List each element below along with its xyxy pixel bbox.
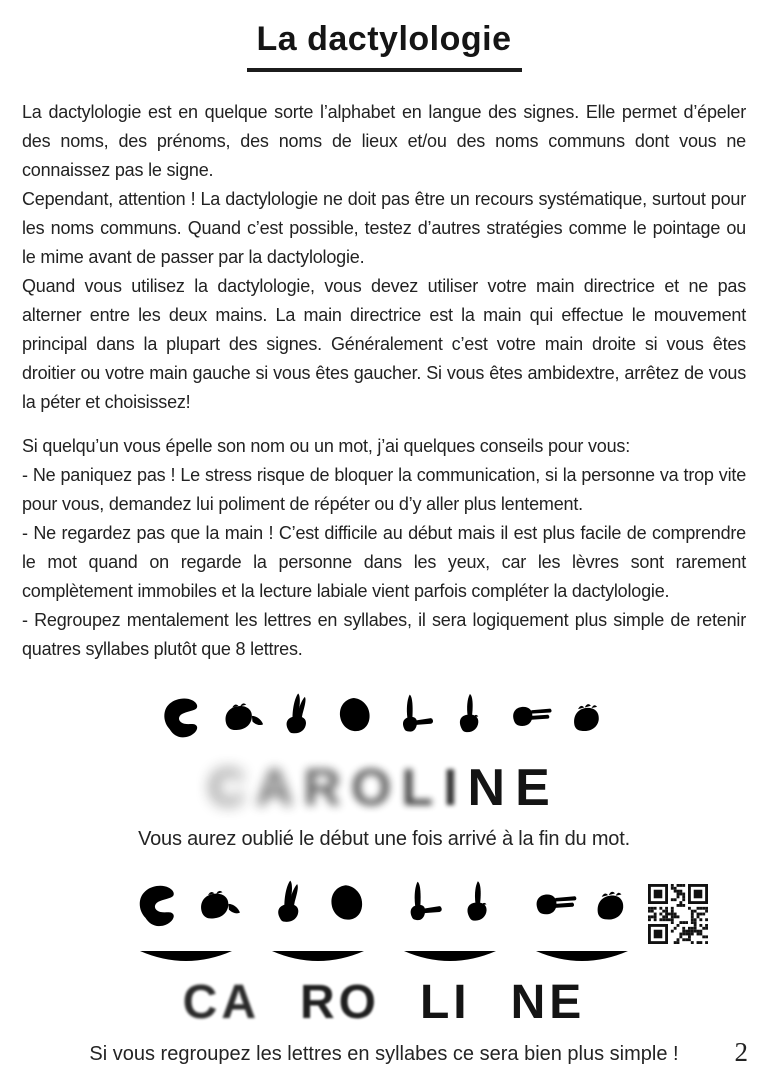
hand-sign-c-icon	[153, 674, 209, 760]
hand-sign-a-icon	[211, 674, 267, 760]
word-letter: R	[303, 759, 351, 817]
word-letter: A	[255, 759, 304, 817]
hand-sign-a-icon	[186, 865, 244, 945]
hand-sign-o-icon	[327, 674, 383, 760]
syllable-word-ca-ro-li-ne	[0, 976, 768, 1029]
body-paragraph: Si quelqu’un vous épelle son nom ou un mot, j’ai quelques conseils pour vous:	[22, 436, 630, 456]
word-letter: I	[443, 759, 468, 817]
fingerspelling-hand-row	[0, 674, 768, 760]
syllable-label: RO	[299, 976, 380, 1029]
body-paragraph: Cependant, attention ! La dactylologie ne doit pas être un recours systématique, surtout pour les noms communs. Quand c’est possible, testez d’autres stratégies comme le pointage ou le mime avant de passer par la dactylologie.	[22, 189, 746, 267]
hand-sign-l-icon	[392, 865, 450, 945]
syllable-arc-icon	[268, 947, 368, 967]
syllable-label: LI	[419, 976, 471, 1029]
body-paragraph: Quand vous utilisez la dactylologie, vous devez utiliser votre main directrice et ne pas alterner entre les deux mains. La main directrice est la main qui effectue le mouvement principal dans la plupart des signes. Généralement c’est votre main droite si vous êtes droitier ou votre main gauche si vous êtes gaucher. Si vous êtes ambidextre, arrêtez de vous la péter et choisissez!	[22, 276, 746, 412]
body-text	[22, 98, 746, 664]
syllable-arc-icon	[532, 947, 632, 967]
syllable-label: CA	[182, 976, 260, 1029]
qr-code	[648, 884, 708, 944]
syllable-hands	[128, 865, 244, 945]
body-paragraph: - Ne paniquez pas ! Le stress risque de bloquer la communication, si la personne va trop vite pour vous, demandez lui poliment de répéter ou d’y aller plus lentement.	[22, 465, 746, 514]
page-title: La dactylologie	[247, 20, 522, 72]
figure1-caption: Vous aurez oublié le début une fois arrivé à la fin du mot.	[138, 828, 630, 850]
body-paragraph: La dactylologie est en quelque sorte l’alphabet en langue des signes. Elle permet d’épeler des noms, des prénoms, des noms de lieux et/ou des noms communs dont vous ne connaissez pas le signe.	[22, 102, 746, 180]
word-letter: O	[350, 759, 402, 817]
hand-sign-n-icon	[524, 865, 582, 945]
body-paragraph: - Ne regardez pas que la main ! C’est difficile au début mais il est plus facile de comprendre le mot quand on regarde la personne dans les yeux, car les lèvres sont rarement complètement immobiles et la lecture labiale vient parfois compléter la dactylologie.	[22, 523, 746, 601]
syllable-hands	[524, 865, 640, 945]
word-letter: N	[467, 759, 516, 817]
hand-sign-r-icon	[269, 674, 325, 760]
hand-sign-o-icon	[318, 865, 376, 945]
hand-sign-r-icon	[260, 865, 318, 945]
syllable-group-li	[392, 865, 508, 967]
syllable-label: NE	[510, 976, 586, 1029]
syllable-arc-icon	[136, 947, 236, 967]
blurred-word-caroline	[0, 759, 768, 817]
hand-sign-e-icon	[582, 865, 640, 945]
word-letter: C	[208, 759, 256, 817]
syllable-arc-icon	[400, 947, 500, 967]
figure2-caption: Si vous regroupez les lettres en syllabes ce sera bien plus simple !	[89, 1043, 679, 1065]
syllable-group-ne	[524, 865, 640, 967]
word-letter: E	[515, 759, 560, 817]
word-letter: L	[401, 759, 444, 817]
page-number: 2	[734, 1037, 748, 1067]
hand-sign-i-icon	[443, 674, 499, 760]
figure-full-fingerspelling	[0, 674, 768, 851]
hand-sign-e-icon	[559, 674, 615, 760]
syllable-hands	[260, 865, 376, 945]
syllable-group-ro	[260, 865, 376, 967]
hand-sign-n-icon	[501, 674, 557, 760]
hand-sign-i-icon	[450, 865, 508, 945]
syllable-group-ca	[128, 865, 244, 967]
hand-sign-c-icon	[128, 865, 186, 945]
syllable-hands	[392, 865, 508, 945]
body-paragraph: - Regroupez mentalement les lettres en syllabes, il sera logiquement plus simple de retenir quatres syllabes plutôt que 8 lettres.	[22, 610, 746, 659]
hand-sign-l-icon	[385, 674, 441, 760]
